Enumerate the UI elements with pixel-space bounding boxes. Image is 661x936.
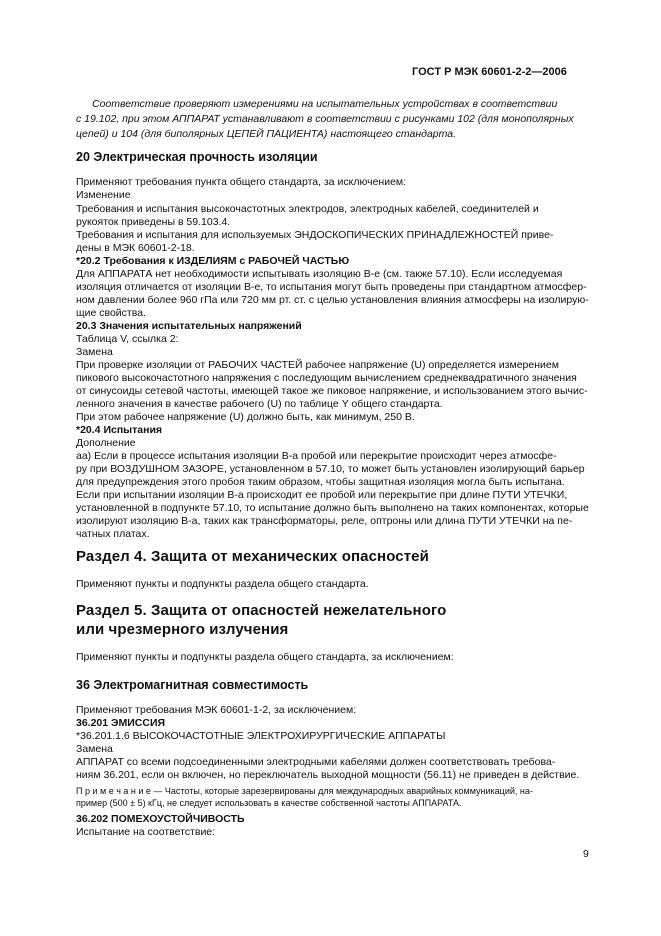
body-line: Требования и испытания высокочастотных электродов, электродных кабелей, соединителей и — [76, 203, 539, 215]
body-line: Замена — [76, 346, 113, 358]
body-line: пикового высокочастотного напряжения с последующим вычислением среднеквадратичного значения — [76, 372, 577, 384]
section-5-heading: Раздел 5. Защита от опасностей нежелательного — [76, 602, 447, 619]
body-line: щие свойства. — [76, 307, 146, 319]
body-line: ниям 36.201, если он включен, но переключатель выходной мощности (56.11) не приведен в действие. — [76, 769, 580, 781]
clause-20-heading: 20 Электрическая прочность изоляции — [76, 150, 318, 164]
body-line: АППАРАТ со всеми подсоединенными электродными кабелями должен соответствовать требова- — [76, 756, 556, 768]
body-line: для предупреждения этого пробоя таким образом, чтобы защитная изоляция могла быть испытана. — [76, 476, 565, 488]
body-line: установленной в подпункте 57.10, то испытание должно быть выполнено на таких компонентах, которые — [76, 502, 589, 514]
body-line: Дополнение — [76, 437, 136, 449]
body-line: от синусоиды сетевой частоты, имеющей такое же пиковое напряжение, и использованием этого вычис- — [76, 385, 588, 397]
note-line: П р и м е ч а н и е — Частоты, которые зарезервированы для международных аварийных коммуникаций, на- — [76, 786, 533, 796]
section-5-heading-cont: или чрезмерного излучения — [76, 621, 289, 638]
clause-36-heading: 36 Электромагнитная совместимость — [76, 678, 309, 692]
intro-line: Соответствие проверяют измерениями на испытательных устройствах в соответствии — [92, 98, 558, 110]
body-line: Применяют пункты и подпункты раздела общего стандарта. — [76, 578, 369, 590]
body-line: ленного значения в качестве рабочего (U) по таблице Y общего стандарта. — [76, 398, 443, 410]
body-line: Замена — [76, 743, 113, 755]
subclause-36-201-heading: 36.201 ЭМИССИЯ — [76, 717, 166, 729]
page-number: 9 — [583, 848, 589, 860]
intro-line: цепей) и 104 (для биполярных ЦЕПЕЙ ПАЦИЕНТА) настоящего стандарта. — [76, 128, 457, 140]
subclause-20-3-heading: 20.3 Значения испытательных напряжений — [76, 320, 302, 332]
body-line: ру при ВОЗДУШНОМ ЗАЗОРЕ, установленном в 57.10, то может быть установлен изолирующий барьер — [76, 463, 585, 475]
body-line: аа) Если в процессе испытания изоляции В-а пробой или перекрытие происходит через атмосфе- — [76, 450, 557, 462]
intro-line: с 19.102, при этом АППАРАТ устанавливают в соответствии с рисунками 102 (для монополярных — [76, 113, 574, 125]
note-line: пример (500 ± 5) кГц, не следует использовать в качестве собственной частоты АППАРАТА. — [76, 798, 462, 808]
subclause-20-4-heading: *20.4 Испытания — [76, 424, 163, 436]
body-line: рукояток приведены в 59.103.4. — [76, 216, 231, 228]
body-line: Если при испытании изоляции В-а происходит ее пробой или перекрытие при длине ПУТИ УТЕЧКИ, — [76, 489, 568, 501]
section-4-heading: Раздел 4. Защита от механических опасностей — [76, 548, 429, 565]
subclause-20-2-heading: *20.2 Требования к ИЗДЕЛИЯМ с РАБОЧЕЙ ЧАСТЬЮ — [76, 255, 350, 267]
body-line: *36.201.1.6 ВЫСОКОЧАСТОТНЫЕ ЭЛЕКТРОХИРУРГИЧЕСКИЕ АППАРАТЫ — [76, 730, 446, 742]
body-line: Испытание на соответствие: — [76, 826, 216, 838]
body-line: Таблица V, ссылка 2: — [76, 333, 179, 345]
body-line: изоляция отличается от изоляции В-е, то испытания могут быть проведены при стандартном атмосфер- — [76, 281, 587, 293]
body-line: При проверке изоляции от РАБОЧИХ ЧАСТЕЙ рабочее напряжение (U) определяется измерением — [76, 359, 559, 371]
body-line: Изменение — [76, 189, 131, 201]
body-line: изолируют изоляцию В-а, таких как трансформаторы, реле, оптроны или длина ПУТИ УТЕЧКИ на пе- — [76, 515, 573, 527]
body-line: дены в МЭК 60601-2-18. — [76, 242, 195, 254]
body-line: ном давлении более 960 гПа или 720 мм рт. ст. с целью установления влияния атмосферы на изолирую- — [76, 294, 589, 306]
subclause-36-202-heading: 36.202 ПОМЕХОУСТОЙЧИВОСТЬ — [76, 813, 245, 825]
body-line: Применяют пункты и подпункты раздела общего стандарта, за исключением: — [76, 651, 454, 663]
body-line: Требования и испытания для используемых ЭНДОСКОПИЧЕСКИХ ПРИНАДЛЕЖНОСТЕЙ приве- — [76, 229, 554, 241]
body-line: Для АППАРАТА нет необходимости испытывать изоляцию В-е (см. также 57.10). Если исследуемая — [76, 268, 563, 280]
body-line: чатных платах. — [76, 528, 150, 540]
body-line: Применяют требования пункта общего стандарта, за исключением: — [76, 176, 407, 188]
body-line: При этом рабочее напряжение (U) должно быть, как минимум, 250 В. — [76, 411, 415, 423]
standard-header: ГОСТ Р МЭК 60601-2-2—2006 — [412, 66, 567, 78]
body-line: Применяют требования МЭК 60601-1-2, за исключением: — [76, 704, 357, 716]
